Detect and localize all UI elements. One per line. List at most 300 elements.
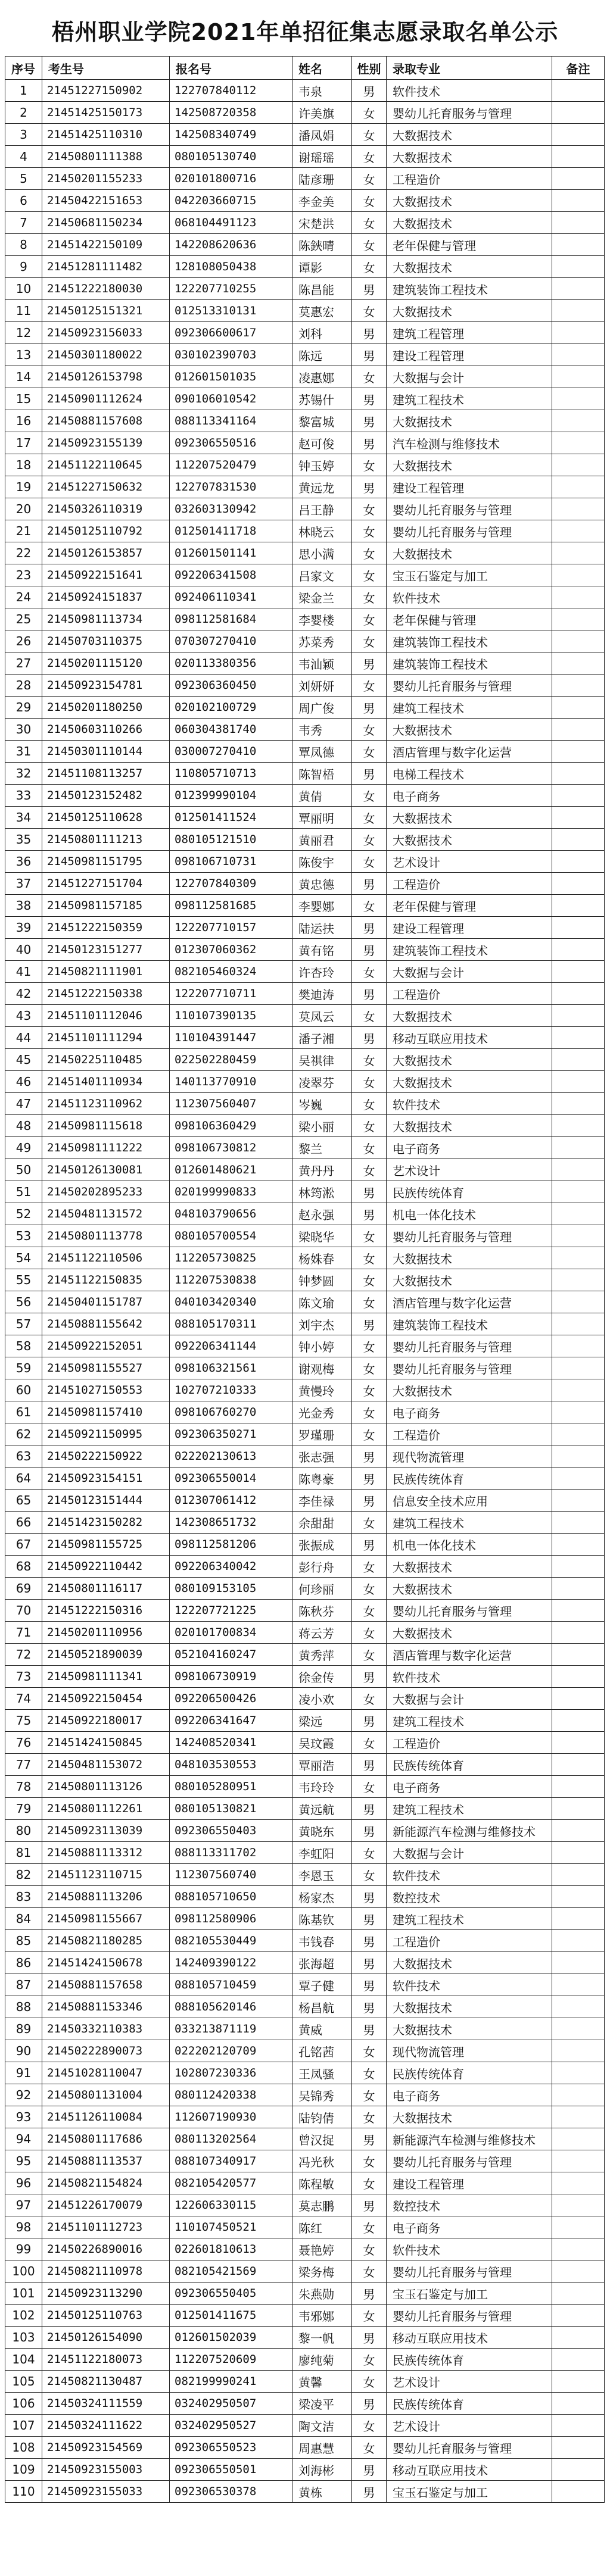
- row-exam-number: 21450301110144: [42, 741, 170, 763]
- row-seq: 79: [5, 1798, 42, 1820]
- row-remark: [552, 1093, 605, 1115]
- row-remark: [552, 1996, 605, 2018]
- table-row: [5, 124, 605, 146]
- row-major: 机电一体化技术: [387, 1534, 552, 1556]
- row-registration-number: 088105170311: [170, 1313, 292, 1335]
- row-gender: 男: [352, 1445, 387, 1467]
- row-name: 岑巍: [292, 1093, 352, 1115]
- row-registration-number: 042203660715: [170, 190, 292, 212]
- row-exam-number: 21451108113257: [42, 763, 170, 785]
- row-remark: [552, 829, 605, 851]
- row-registration-number: 082105460324: [170, 961, 292, 983]
- row-major: 大数据技术: [387, 300, 552, 322]
- row-remark: [552, 1049, 605, 1071]
- row-gender: 男: [352, 697, 387, 719]
- table-row: [5, 917, 605, 939]
- row-name: 凌惠娜: [292, 366, 352, 388]
- row-gender: 男: [352, 1996, 387, 2018]
- row-registration-number: 122707831530: [170, 476, 292, 498]
- table-row: [5, 2216, 605, 2238]
- row-gender: 女: [352, 675, 387, 697]
- row-seq: 28: [5, 675, 42, 697]
- row-remark: [552, 322, 605, 344]
- row-gender: 女: [352, 1335, 387, 1357]
- row-seq: 13: [5, 344, 42, 366]
- row-registration-number: 098112581685: [170, 895, 292, 917]
- row-major: 电子商务: [387, 2216, 552, 2238]
- row-gender: 女: [352, 1269, 387, 1291]
- row-exam-number: 21450123151444: [42, 1490, 170, 1512]
- table-row: [5, 608, 605, 630]
- row-registration-number: 012399990104: [170, 785, 292, 807]
- row-remark: [552, 1644, 605, 1666]
- table-row: [5, 2150, 605, 2172]
- row-gender: 女: [352, 2216, 387, 2238]
- row-registration-number: 033213871119: [170, 2018, 292, 2040]
- row-seq: 7: [5, 212, 42, 234]
- row-gender: 女: [352, 102, 387, 124]
- row-remark: [552, 1115, 605, 1137]
- row-major: 婴幼儿托育服务与管理: [387, 675, 552, 697]
- row-name: 黄威: [292, 2018, 352, 2040]
- row-registration-number: 092306360450: [170, 675, 292, 697]
- row-gender: 女: [352, 124, 387, 146]
- row-major: 汽车检测与维修技术: [387, 432, 552, 454]
- table-row: [5, 1467, 605, 1490]
- row-remark: [552, 190, 605, 212]
- row-seq: 75: [5, 1710, 42, 1732]
- row-gender: 男: [352, 476, 387, 498]
- row-name: 梁凌平: [292, 2393, 352, 2415]
- row-seq: 30: [5, 719, 42, 741]
- row-name: 吕家文: [292, 564, 352, 586]
- row-exam-number: 21451122110506: [42, 1247, 170, 1269]
- row-exam-number: 21450332110383: [42, 2018, 170, 2040]
- row-remark: [552, 1357, 605, 1379]
- row-major: 软件技术: [387, 2238, 552, 2260]
- row-exam-number: 21450923154151: [42, 1467, 170, 1490]
- row-name: 韦钱春: [292, 1930, 352, 1952]
- row-exam-number: 21451424150678: [42, 1952, 170, 1974]
- table-row: [5, 1490, 605, 1512]
- row-exam-number: 21451401110934: [42, 1071, 170, 1093]
- table-row: [5, 630, 605, 652]
- row-major: 建设工程管理: [387, 476, 552, 498]
- row-major: 酒店管理与数字化运营: [387, 741, 552, 763]
- row-registration-number: 102707210333: [170, 1379, 292, 1401]
- row-gender: 女: [352, 829, 387, 851]
- row-remark: [552, 1401, 605, 1423]
- row-seq: 74: [5, 1688, 42, 1710]
- table-row: [5, 1247, 605, 1269]
- row-major: 婴幼儿托育服务与管理: [387, 498, 552, 520]
- row-seq: 90: [5, 2040, 42, 2062]
- row-gender: 男: [352, 652, 387, 675]
- row-major: 建设工程管理: [387, 917, 552, 939]
- row-gender: 男: [352, 1798, 387, 1820]
- row-remark: [552, 498, 605, 520]
- row-name: 刘科: [292, 322, 352, 344]
- row-major: 建筑装饰工程技术: [387, 652, 552, 675]
- table-row: [5, 1445, 605, 1467]
- row-major: 建筑工程技术: [387, 1908, 552, 1930]
- row-exam-number: 21450422151653: [42, 190, 170, 212]
- row-major: 民族传统体育: [387, 1181, 552, 1203]
- row-name: 吴祺律: [292, 1049, 352, 1071]
- row-seq: 105: [5, 2371, 42, 2393]
- row-name: 覃丽浩: [292, 1754, 352, 1776]
- row-registration-number: 022502280459: [170, 1049, 292, 1071]
- row-gender: 女: [352, 1556, 387, 1578]
- header-seq: 序号: [5, 57, 42, 80]
- row-major: 大数据技术: [387, 1115, 552, 1137]
- row-exam-number: 21451101112723: [42, 2216, 170, 2238]
- row-remark: [552, 1710, 605, 1732]
- row-seq: 25: [5, 608, 42, 630]
- table-row: [5, 939, 605, 961]
- table-row: [5, 366, 605, 388]
- row-exam-number: 21451101111294: [42, 1027, 170, 1049]
- row-exam-number: 21450801113778: [42, 1225, 170, 1247]
- row-remark: [552, 1798, 605, 1820]
- row-name: 钟梦圆: [292, 1269, 352, 1291]
- row-registration-number: 098106710731: [170, 851, 292, 873]
- row-registration-number: 110107450521: [170, 2216, 292, 2238]
- table-row: [5, 168, 605, 190]
- table-row: [5, 719, 605, 741]
- row-major: 大数据与会计: [387, 1688, 552, 1710]
- row-seq: 68: [5, 1556, 42, 1578]
- row-registration-number: 122606330115: [170, 2194, 292, 2216]
- row-gender: 女: [352, 564, 387, 586]
- row-remark: [552, 697, 605, 719]
- table-row: [5, 1181, 605, 1203]
- row-name: 黄馨: [292, 2371, 352, 2393]
- row-seq: 104: [5, 2349, 42, 2371]
- row-remark: [552, 1247, 605, 1269]
- row-name: 宋楚洪: [292, 212, 352, 234]
- row-gender: 女: [352, 1159, 387, 1181]
- row-seq: 46: [5, 1071, 42, 1093]
- row-exam-number: 21450326110319: [42, 498, 170, 520]
- row-gender: 女: [352, 146, 387, 168]
- row-registration-number: 092306550501: [170, 2459, 292, 2481]
- row-name: 黄倩: [292, 785, 352, 807]
- row-exam-number: 21450923155139: [42, 432, 170, 454]
- row-name: 潘子湘: [292, 1027, 352, 1049]
- row-remark: [552, 2371, 605, 2393]
- row-name: 陈基钦: [292, 1908, 352, 1930]
- row-major: 机电一体化技术: [387, 1203, 552, 1225]
- row-registration-number: 092306600617: [170, 322, 292, 344]
- row-exam-number: 21450703110375: [42, 630, 170, 652]
- row-name: 林晓云: [292, 520, 352, 542]
- row-remark: [552, 1005, 605, 1027]
- row-seq: 81: [5, 1842, 42, 1864]
- row-exam-number: 21450401151787: [42, 1291, 170, 1313]
- row-name: 吴锦秀: [292, 2084, 352, 2106]
- table-row: [5, 1622, 605, 1644]
- row-exam-number: 21450202895233: [42, 1181, 170, 1203]
- table-row: [5, 80, 605, 102]
- table-row: [5, 1159, 605, 1181]
- row-registration-number: 040103420340: [170, 1291, 292, 1313]
- table-row: [5, 1534, 605, 1556]
- row-gender: 女: [352, 2437, 387, 2459]
- row-name: 光金秀: [292, 1401, 352, 1423]
- row-registration-number: 080109153105: [170, 1578, 292, 1600]
- row-major: 大数据技术: [387, 2106, 552, 2128]
- row-remark: [552, 2216, 605, 2238]
- row-registration-number: 142508720358: [170, 102, 292, 124]
- row-gender: 男: [352, 1313, 387, 1335]
- row-remark: [552, 1181, 605, 1203]
- row-seq: 60: [5, 1379, 42, 1401]
- row-registration-number: 012501411675: [170, 2305, 292, 2327]
- table-row: [5, 1423, 605, 1445]
- row-exam-number: 21450881113312: [42, 1842, 170, 1864]
- row-remark: [552, 2150, 605, 2172]
- row-seq: 91: [5, 2062, 42, 2084]
- table-row: [5, 1225, 605, 1247]
- row-remark: [552, 961, 605, 983]
- row-seq: 26: [5, 630, 42, 652]
- row-exam-number: 21450125151321: [42, 300, 170, 322]
- row-remark: [552, 895, 605, 917]
- row-registration-number: 088107340917: [170, 2150, 292, 2172]
- row-exam-number: 21450923113039: [42, 1820, 170, 1842]
- row-remark: [552, 1622, 605, 1644]
- row-gender: 女: [352, 1225, 387, 1247]
- row-registration-number: 110805710713: [170, 763, 292, 785]
- row-seq: 12: [5, 322, 42, 344]
- row-gender: 女: [352, 1512, 387, 1534]
- row-major: 软件技术: [387, 1974, 552, 1996]
- row-registration-number: 032603130942: [170, 498, 292, 520]
- row-remark: [552, 102, 605, 124]
- row-registration-number: 020101700834: [170, 1622, 292, 1644]
- row-name: 张海超: [292, 1952, 352, 1974]
- row-name: 罗瑾珊: [292, 1423, 352, 1445]
- row-registration-number: 098106730812: [170, 1137, 292, 1159]
- row-exam-number: 21451027150553: [42, 1379, 170, 1401]
- row-remark: [552, 256, 605, 278]
- row-major: 宝玉石鉴定与加工: [387, 564, 552, 586]
- row-major: 信息安全技术应用: [387, 1490, 552, 1512]
- row-seq: 86: [5, 1952, 42, 1974]
- row-name: 陈秋芬: [292, 1600, 352, 1622]
- row-remark: [552, 1886, 605, 1908]
- row-major: 大数据技术: [387, 807, 552, 829]
- row-registration-number: 088105710650: [170, 1886, 292, 1908]
- row-name: 黄丽君: [292, 829, 352, 851]
- row-major: 大数据技术: [387, 146, 552, 168]
- row-gender: 女: [352, 1688, 387, 1710]
- row-registration-number: 012601480621: [170, 1159, 292, 1181]
- row-registration-number: 092206341144: [170, 1335, 292, 1357]
- row-gender: 男: [352, 80, 387, 102]
- page-title: 梧州职业学院2021年单招征集志愿录取名单公示: [51, 19, 559, 45]
- table-row: [5, 1115, 605, 1137]
- row-exam-number: 21450981157410: [42, 1401, 170, 1423]
- row-gender: 女: [352, 851, 387, 873]
- row-seq: 10: [5, 278, 42, 300]
- row-gender: 女: [352, 1732, 387, 1754]
- row-major: 大数据技术: [387, 1269, 552, 1291]
- row-remark: [552, 586, 605, 608]
- row-exam-number: 21450981155725: [42, 1534, 170, 1556]
- row-name: 陈红: [292, 2216, 352, 2238]
- row-seq: 72: [5, 1644, 42, 1666]
- table-row: [5, 1027, 605, 1049]
- row-seq: 40: [5, 939, 42, 961]
- row-major: 艺术设计: [387, 2415, 552, 2437]
- row-registration-number: 030007270410: [170, 741, 292, 763]
- row-exam-number: 21450126154090: [42, 2327, 170, 2349]
- row-seq: 56: [5, 1291, 42, 1313]
- row-major: 建筑工程技术: [387, 1798, 552, 1820]
- table-row: [5, 1996, 605, 2018]
- row-gender: 男: [352, 2018, 387, 2040]
- table-row: [5, 1578, 605, 1600]
- table-row: [5, 1644, 605, 1666]
- row-gender: 女: [352, 1379, 387, 1401]
- row-seq: 18: [5, 454, 42, 476]
- row-exam-number: 21450801112261: [42, 1798, 170, 1820]
- table-row: [5, 873, 605, 895]
- table-row: [5, 2018, 605, 2040]
- row-remark: [552, 1556, 605, 1578]
- row-name: 陶文洁: [292, 2415, 352, 2437]
- row-major: 软件技术: [387, 1093, 552, 1115]
- row-registration-number: 092206500426: [170, 1688, 292, 1710]
- row-exam-number: 21450821180285: [42, 1930, 170, 1952]
- row-gender: 男: [352, 983, 387, 1005]
- row-exam-number: 21451101112046: [42, 1005, 170, 1027]
- table-row: [5, 432, 605, 454]
- row-name: 彭行舟: [292, 1556, 352, 1578]
- table-row: [5, 741, 605, 763]
- row-gender: 男: [352, 1908, 387, 1930]
- row-seq: 94: [5, 2128, 42, 2150]
- row-seq: 11: [5, 300, 42, 322]
- row-name: 覃凤德: [292, 741, 352, 763]
- row-registration-number: 122207710711: [170, 983, 292, 1005]
- row-gender: 男: [352, 1467, 387, 1490]
- row-exam-number: 21451222150359: [42, 917, 170, 939]
- table-row: [5, 1688, 605, 1710]
- row-registration-number: 082105421569: [170, 2260, 292, 2283]
- row-remark: [552, 2018, 605, 2040]
- row-major: 大数据技术: [387, 1005, 552, 1027]
- row-exam-number: 21450922110442: [42, 1556, 170, 1578]
- row-seq: 71: [5, 1622, 42, 1644]
- table-row: [5, 1864, 605, 1886]
- row-gender: 男: [352, 2283, 387, 2305]
- row-registration-number: 022202120709: [170, 2040, 292, 2062]
- row-remark: [552, 1445, 605, 1467]
- row-remark: [552, 675, 605, 697]
- row-gender: 男: [352, 1027, 387, 1049]
- row-major: 电子商务: [387, 1401, 552, 1423]
- row-name: 朱燕勋: [292, 2283, 352, 2305]
- table-row: [5, 2128, 605, 2150]
- row-registration-number: 122207710157: [170, 917, 292, 939]
- row-gender: 女: [352, 256, 387, 278]
- row-remark: [552, 917, 605, 939]
- row-major: 民族传统体育: [387, 2062, 552, 2084]
- table-header-row: [5, 57, 605, 80]
- row-major: 工程造价: [387, 1732, 552, 1754]
- row-gender: 女: [352, 2172, 387, 2194]
- row-gender: 女: [352, 454, 387, 476]
- row-major: 建设工程管理: [387, 344, 552, 366]
- row-exam-number: 21450521890039: [42, 1644, 170, 1666]
- row-gender: 女: [352, 741, 387, 763]
- row-gender: 女: [352, 807, 387, 829]
- row-major: 大数据技术: [387, 256, 552, 278]
- row-remark: [552, 146, 605, 168]
- row-major: 酒店管理与数字化运营: [387, 1291, 552, 1313]
- row-major: 老年保健与管理: [387, 895, 552, 917]
- row-remark: [552, 1490, 605, 1512]
- row-major: 电子商务: [387, 2084, 552, 2106]
- row-seq: 20: [5, 498, 42, 520]
- table-row: [5, 212, 605, 234]
- row-major: 软件技术: [387, 1666, 552, 1688]
- row-exam-number: 21450201155233: [42, 168, 170, 190]
- row-exam-number: 21450923155003: [42, 2459, 170, 2481]
- row-seq: 52: [5, 1203, 42, 1225]
- row-major: 老年保健与管理: [387, 234, 552, 256]
- row-seq: 102: [5, 2305, 42, 2327]
- row-major: 婴幼儿托育服务与管理: [387, 1335, 552, 1357]
- row-major: 大数据技术: [387, 2018, 552, 2040]
- row-registration-number: 102807230336: [170, 2062, 292, 2084]
- row-registration-number: 012501411524: [170, 807, 292, 829]
- row-seq: 37: [5, 873, 42, 895]
- row-major: 建筑工程技术: [387, 388, 552, 410]
- row-registration-number: 012501411718: [170, 520, 292, 542]
- row-remark: [552, 2437, 605, 2459]
- table-row: [5, 1776, 605, 1798]
- row-gender: 男: [352, 2327, 387, 2349]
- row-exam-number: 21450125110628: [42, 807, 170, 829]
- table-row: [5, 1666, 605, 1688]
- row-registration-number: 098106760270: [170, 1401, 292, 1423]
- table-row: [5, 2459, 605, 2481]
- row-exam-number: 21450923154781: [42, 675, 170, 697]
- row-seq: 43: [5, 1005, 42, 1027]
- row-seq: 45: [5, 1049, 42, 1071]
- row-name: 韦泉: [292, 80, 352, 102]
- row-exam-number: 21450801111388: [42, 146, 170, 168]
- row-seq: 35: [5, 829, 42, 851]
- table-row: [5, 564, 605, 586]
- row-exam-number: 21450922151641: [42, 564, 170, 586]
- table-row: [5, 2481, 605, 2503]
- table-row: [5, 300, 605, 322]
- row-seq: 4: [5, 146, 42, 168]
- row-name: 梁务梅: [292, 2260, 352, 2283]
- row-seq: 69: [5, 1578, 42, 1600]
- row-gender: 男: [352, 432, 387, 454]
- row-exam-number: 21450922152051: [42, 1335, 170, 1357]
- row-seq: 103: [5, 2327, 42, 2349]
- row-gender: 女: [352, 719, 387, 741]
- row-registration-number: 122207710255: [170, 278, 292, 300]
- row-name: 徐金传: [292, 1666, 352, 1688]
